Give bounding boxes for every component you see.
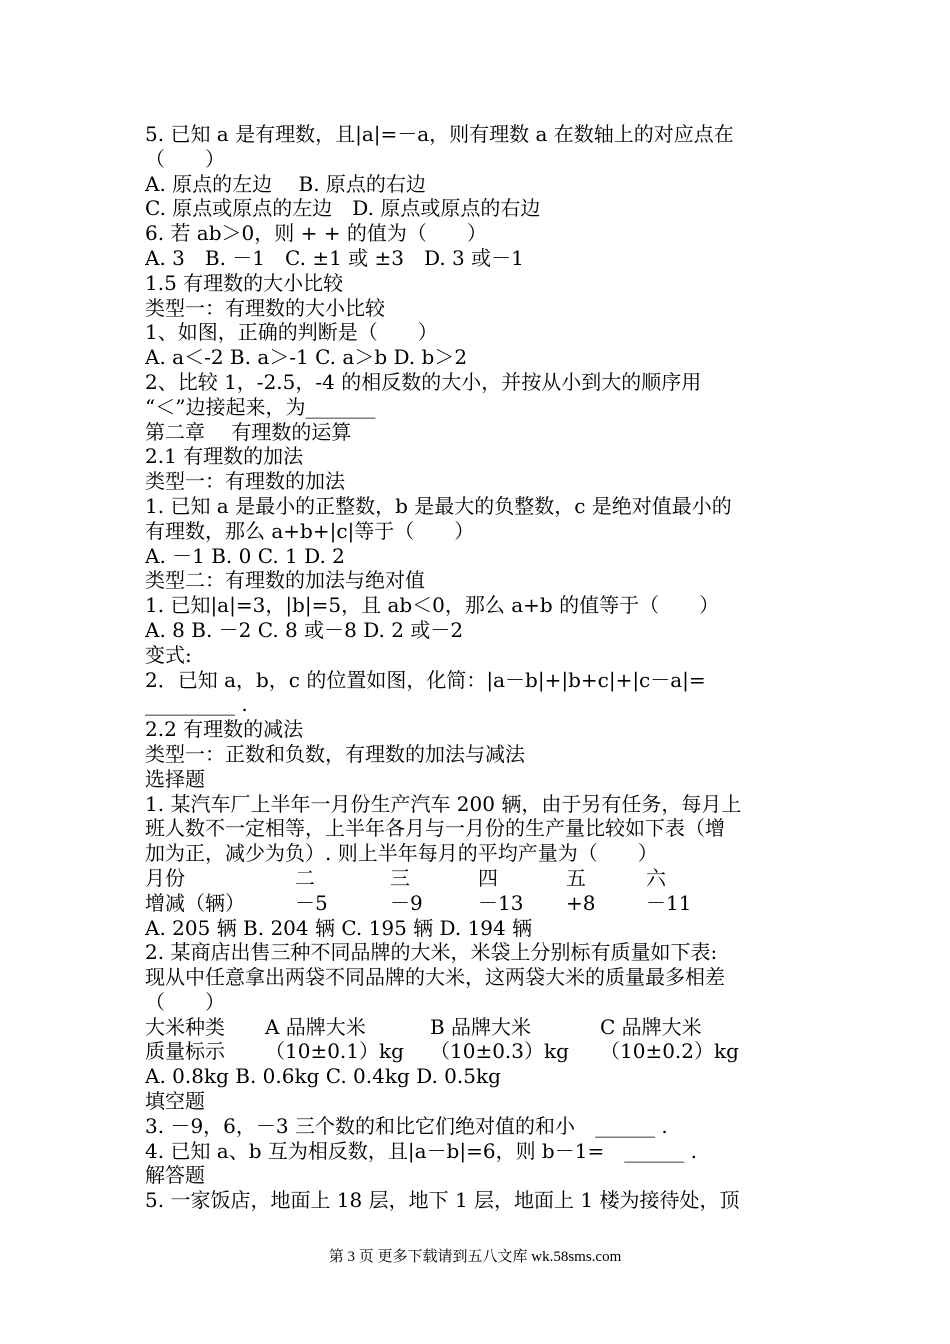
text-line: 5. 一家饭店，地面上 18 层，地下 1 层，地面上 1 楼为接待处，顶 [145,1188,740,1213]
table-cell: 六 [646,865,666,890]
section-heading: 2.2 有理数的减法 [145,717,304,742]
text-line: 6. 若 ab＞0，则 + + 的值为（ ） [145,221,487,246]
text-line: 2．已知 a，b，c 的位置如图，化简：|a－b|+|b+c|+|c－a|= [145,667,706,692]
table-cell: －5 [295,890,328,915]
text-line: A. a＜-2 B. a＞-1 C. a＞b D. b＞2 [145,345,468,370]
text-line: _________ . [145,692,248,717]
table-cell: －9 [390,890,423,915]
text-line: A. 原点的左边 B. 原点的右边 [145,171,426,196]
table-cell: 增减（辆） [145,890,245,915]
table-cell: 五 [566,865,586,890]
text-line: 3. －9，6，－3 三个数的和比它们绝对值的和小 ______ . [145,1113,668,1138]
text-line: 解答题 [145,1163,205,1188]
text-line: （ ） [145,989,225,1014]
table-cell: A 品牌大米 [265,1014,366,1039]
text-line: 类型一：正数和负数，有理数的加法与减法 [145,741,525,766]
table-cell: 三 [390,865,410,890]
text-line: 4. 已知 a、b 互为相反数，且|a－b|=6，则 b－1= ______ . [145,1138,697,1163]
text-line: A. 205 辆 B. 204 辆 C. 195 辆 D. 194 辆 [145,915,533,940]
text-line: 1. 某汽车厂上半年一月份生产汽车 200 辆，由于另有任务，每月上 [145,791,742,816]
text-line: 1. 已知|a|=3，|b|=5，且 ab＜0，那么 a+b 的值等于（ ） [145,593,720,618]
text-line: 加为正，减少为负）. 则上半年每月的平均产量为（ ） [145,841,658,866]
text-line: A. 3 B. －1 C. ±1 或 ±3 D. 3 或－1 [145,245,524,270]
text-line: 填空题 [145,1089,205,1114]
table-cell: －13 [478,890,524,915]
table1-data-row [145,891,810,916]
table1-header-row [145,866,810,891]
text-line: 现从中任意拿出两袋不同品牌的大米，这两袋大米的质量最多相差 [145,965,725,990]
text-line: 类型一：有理数的加法 [145,469,345,494]
section-heading: 2.1 有理数的加法 [145,444,304,469]
text-line: A. 0.8kg B. 0.6kg C. 0.4kg D. 0.5kg [145,1064,501,1089]
text-line: 有理数，那么 a+b+|c|等于（ ） [145,518,475,543]
table2-data-row [145,1039,810,1064]
text-line: “＜”边接起来，为_______ [145,394,376,419]
text-line: 2、比较 1，-2.5，-4 的相反数的大小，并按从小到大的顺序用 [145,369,702,394]
table-cell: －11 [646,890,692,915]
table-cell: 月份 [145,865,185,890]
table-cell: 大米种类 [145,1014,225,1039]
table-cell: （10±0.3）kg [430,1039,569,1064]
page-content [145,122,810,1213]
table-cell: 四 [478,865,498,890]
text-line: C. 原点或原点的左边 D. 原点或原点的右边 [145,196,541,221]
page-footer: 第 3 页 更多下载请到五八文库 wk.58sms.com [328,1249,622,1265]
section-heading: 1.5 有理数的大小比较 [145,270,344,295]
chapter-heading: 第二章 有理数的运算 [145,419,352,444]
text-line: A. 8 B. －2 C. 8 或－8 D. 2 或－2 [145,617,464,642]
text-line: A. －1 B. 0 C. 1 D. 2 [145,543,345,568]
text-line: 类型一：有理数的大小比较 [145,295,385,320]
table-cell: +8 [566,890,596,915]
table-cell: 质量标示 [145,1039,225,1064]
table-cell: （10±0.2）kg [600,1039,739,1064]
table-cell: C 品牌大米 [600,1014,702,1039]
table-cell: 二 [295,865,315,890]
table-cell: （10±0.1）kg [265,1039,404,1064]
text-line: 2. 某商店出售三种不同品牌的大米，米袋上分别标有质量如下表: [145,940,718,965]
text-line: 变式: [145,642,192,667]
table2-header-row [145,1015,810,1040]
text-line: 1、如图，正确的判断是（ ） [145,320,438,345]
text-line: 类型二：有理数的加法与绝对值 [145,568,425,593]
table-cell: B 品牌大米 [430,1014,532,1039]
text-line: 选择题 [145,766,205,791]
text-line: 1. 已知 a 是最小的正整数，b 是最大的负整数，c 是绝对值最小的 [145,493,732,518]
text-line: 班人数不一定相等，上半年各月与一月份的生产量比较如下表（增 [145,816,725,841]
text-line: （ ） [145,146,225,171]
text-line: 5. 已知 a 是有理数，且|a|=－a，则有理数 a 在数轴上的对应点在 [145,122,734,146]
